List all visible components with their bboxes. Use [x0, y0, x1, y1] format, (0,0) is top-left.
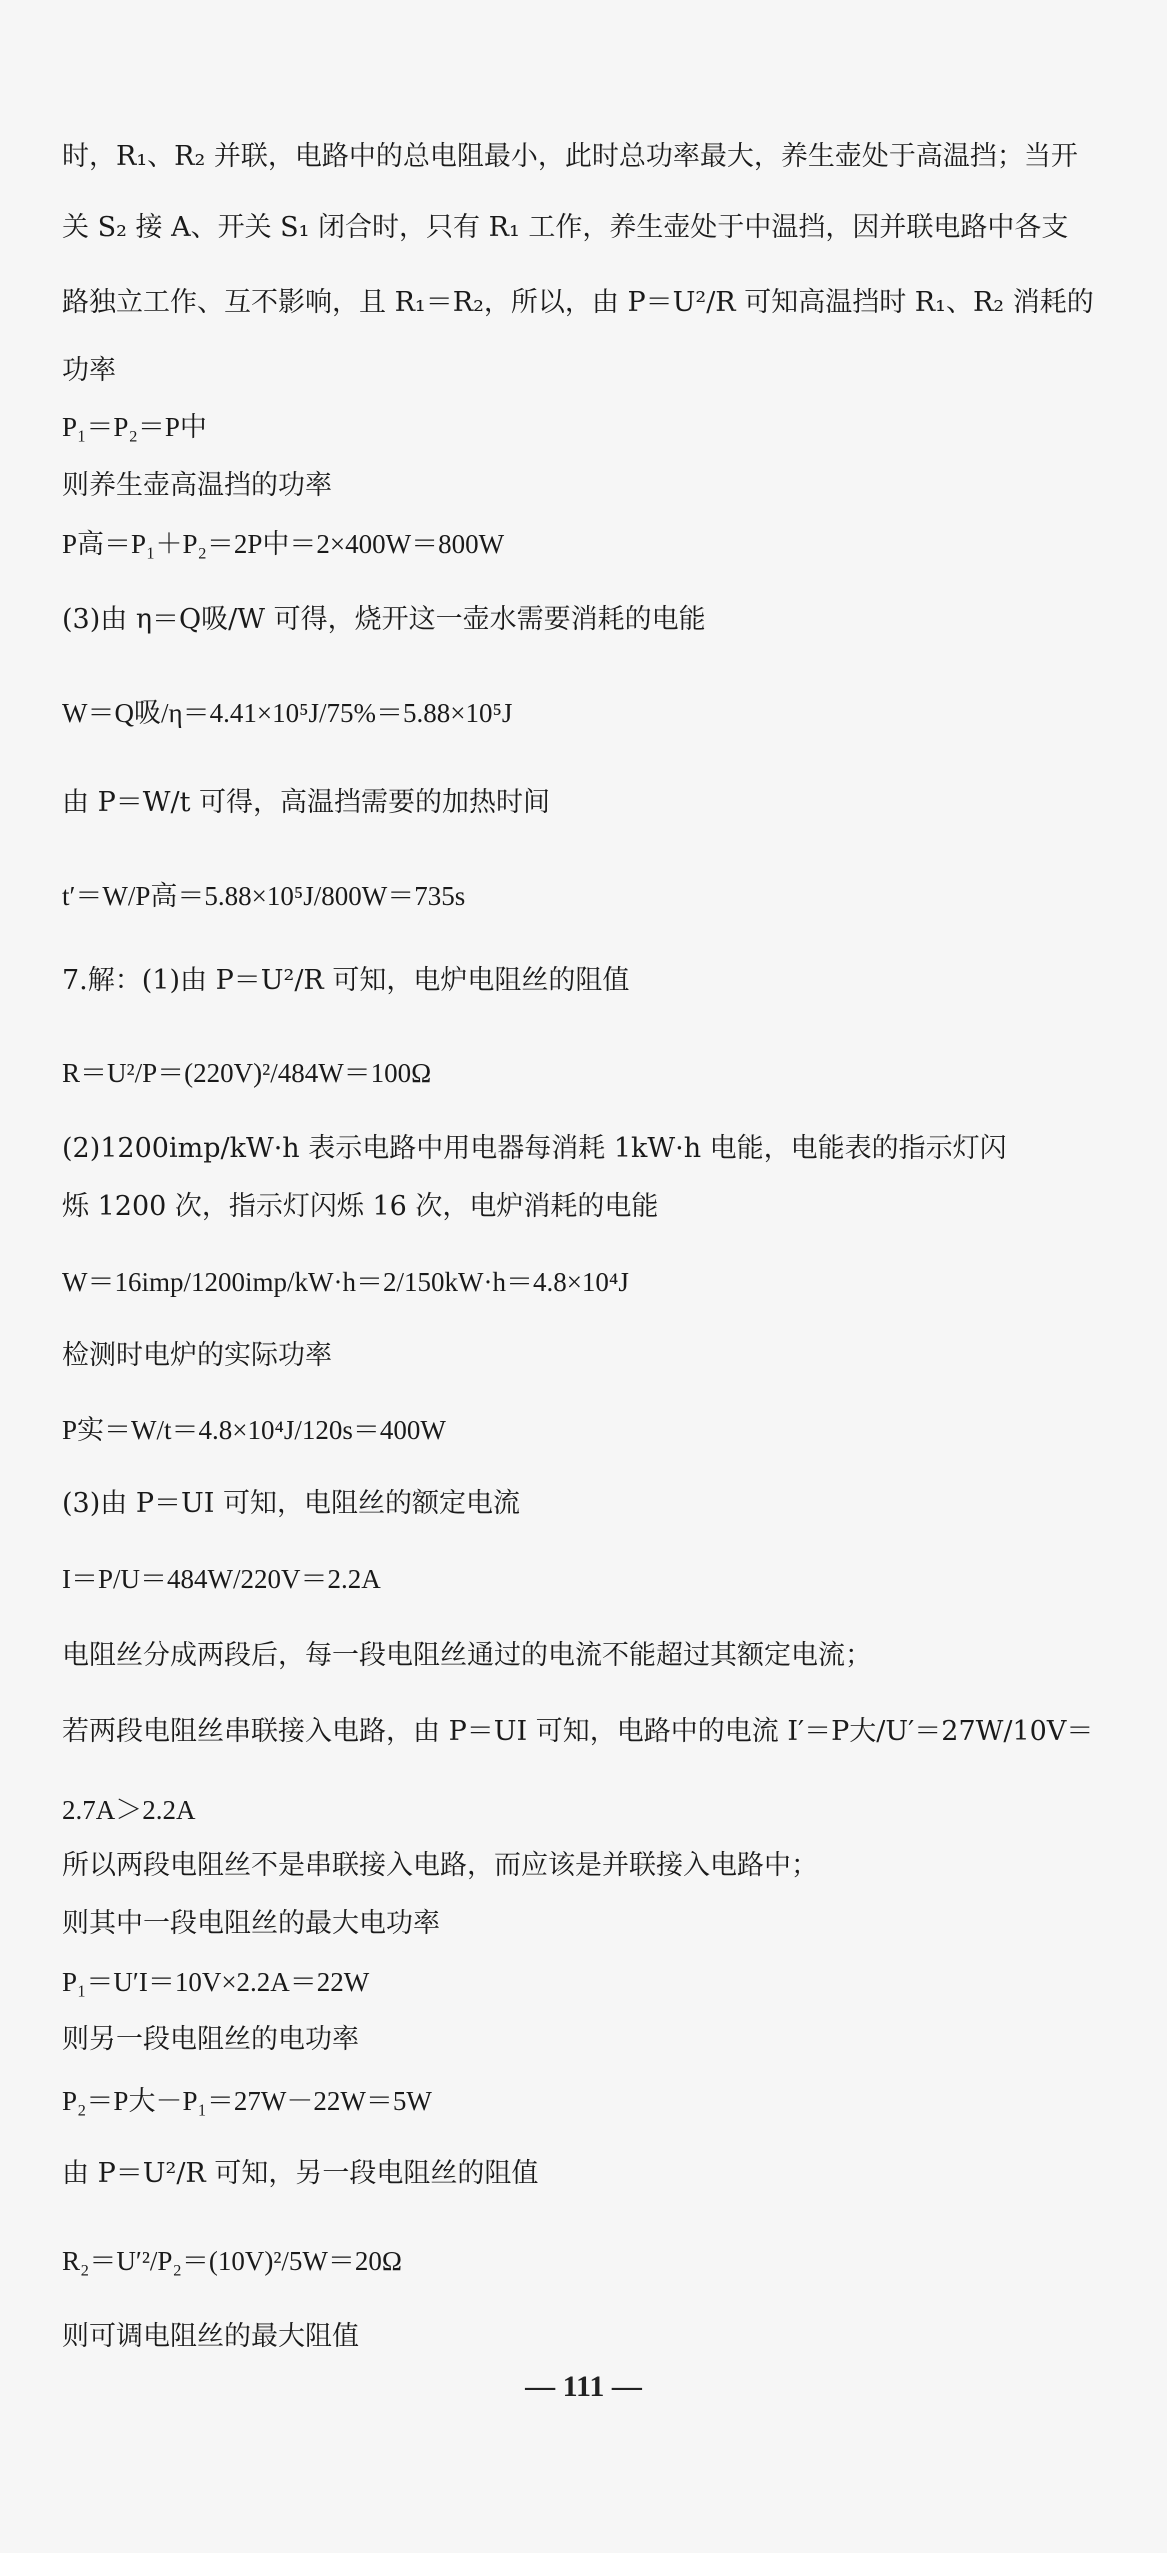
- text-line: 路独立工作、互不影响，且 R₁＝R₂，所以，由 P＝U²/R 可知高温挡时 R₁、R₂ 消耗的: [62, 287, 1094, 318]
- text-line: (3)由 P＝UI 可知，电阻丝的额定电流: [62, 1488, 520, 1519]
- formula-line: 2.7A＞2.2A: [62, 1795, 196, 1825]
- text-line: 时，R₁、R₂ 并联，电路中的总电阻最小，此时总功率最大，养生壶处于高温挡；当开: [62, 141, 1078, 172]
- formula-line: P高＝P₁＋P₂＝2P中＝2×400W＝800W: [62, 529, 505, 559]
- formula-line: R＝U²/P＝(220V)²/484W＝100Ω: [62, 1058, 432, 1088]
- text-line: (2)1200imp/kW·h 表示电路中用电器每消耗 1kW·h 电能，电能表的指示灯闪: [62, 1133, 1007, 1164]
- text-line: 功率: [62, 355, 116, 386]
- text-line: 检测时电炉的实际功率: [62, 1340, 332, 1371]
- text-line: 所以两段电阻丝不是串联接入电路，而应该是并联接入电路中；: [62, 1850, 818, 1881]
- page-number: — 111 —: [525, 2370, 642, 2403]
- formula-line: W＝Q吸/η＝4.41×10⁵J/75%＝5.88×10⁵J: [62, 698, 513, 728]
- text-line: 7.解：(1)由 P＝U²/R 可知，电炉电阻丝的阻值: [62, 965, 630, 996]
- formula-line: W＝16imp/1200imp/kW·h＝2/150kW·h＝4.8×10⁴J: [62, 1267, 629, 1297]
- text-line: 则可调电阻丝的最大阻值: [62, 2321, 359, 2352]
- text-line: 则另一段电阻丝的电功率: [62, 2024, 359, 2055]
- formula-line: I＝P/U＝484W/220V＝2.2A: [62, 1564, 381, 1594]
- formula-line: t′＝W/P高＝5.88×10⁵J/800W＝735s: [62, 881, 466, 911]
- text-line: 则养生壶高温挡的功率: [62, 470, 332, 501]
- text-line: 由 P＝W/t 可得，高温挡需要的加热时间: [62, 787, 551, 818]
- formula-line: P₂＝P大－P₁＝27W－22W＝5W: [62, 2086, 432, 2116]
- text-line: 由 P＝U²/R 可知，另一段电阻丝的阻值: [62, 2158, 539, 2189]
- formula-line: P₁＝U′I＝10V×2.2A＝22W: [62, 1967, 370, 1997]
- formula-line: P₁＝P₂＝P中: [62, 412, 207, 442]
- text-line: 关 S₂ 接 A、开关 S₁ 闭合时，只有 R₁ 工作，养生壶处于中温挡，因并联电路中各支: [62, 212, 1069, 243]
- text-line: 则其中一段电阻丝的最大电功率: [62, 1908, 440, 1939]
- formula-line: P实＝W/t＝4.8×10⁴J/120s＝400W: [62, 1415, 446, 1445]
- text-line: (3)由 η＝Q吸/W 可得，烧开这一壶水需要消耗的电能: [62, 604, 706, 635]
- text-line: 若两段电阻丝串联接入电路，由 P＝UI 可知，电路中的电流 I′＝P大/U′＝27W/10V＝: [62, 1716, 1094, 1747]
- text-line: 电阻丝分成两段后，每一段电阻丝通过的电流不能超过其额定电流；: [62, 1640, 872, 1671]
- text-line: 烁 1200 次，指示灯闪烁 16 次，电炉消耗的电能: [62, 1191, 659, 1222]
- formula-line: R₂＝U′²/P₂＝(10V)²/5W＝20Ω: [62, 2246, 402, 2276]
